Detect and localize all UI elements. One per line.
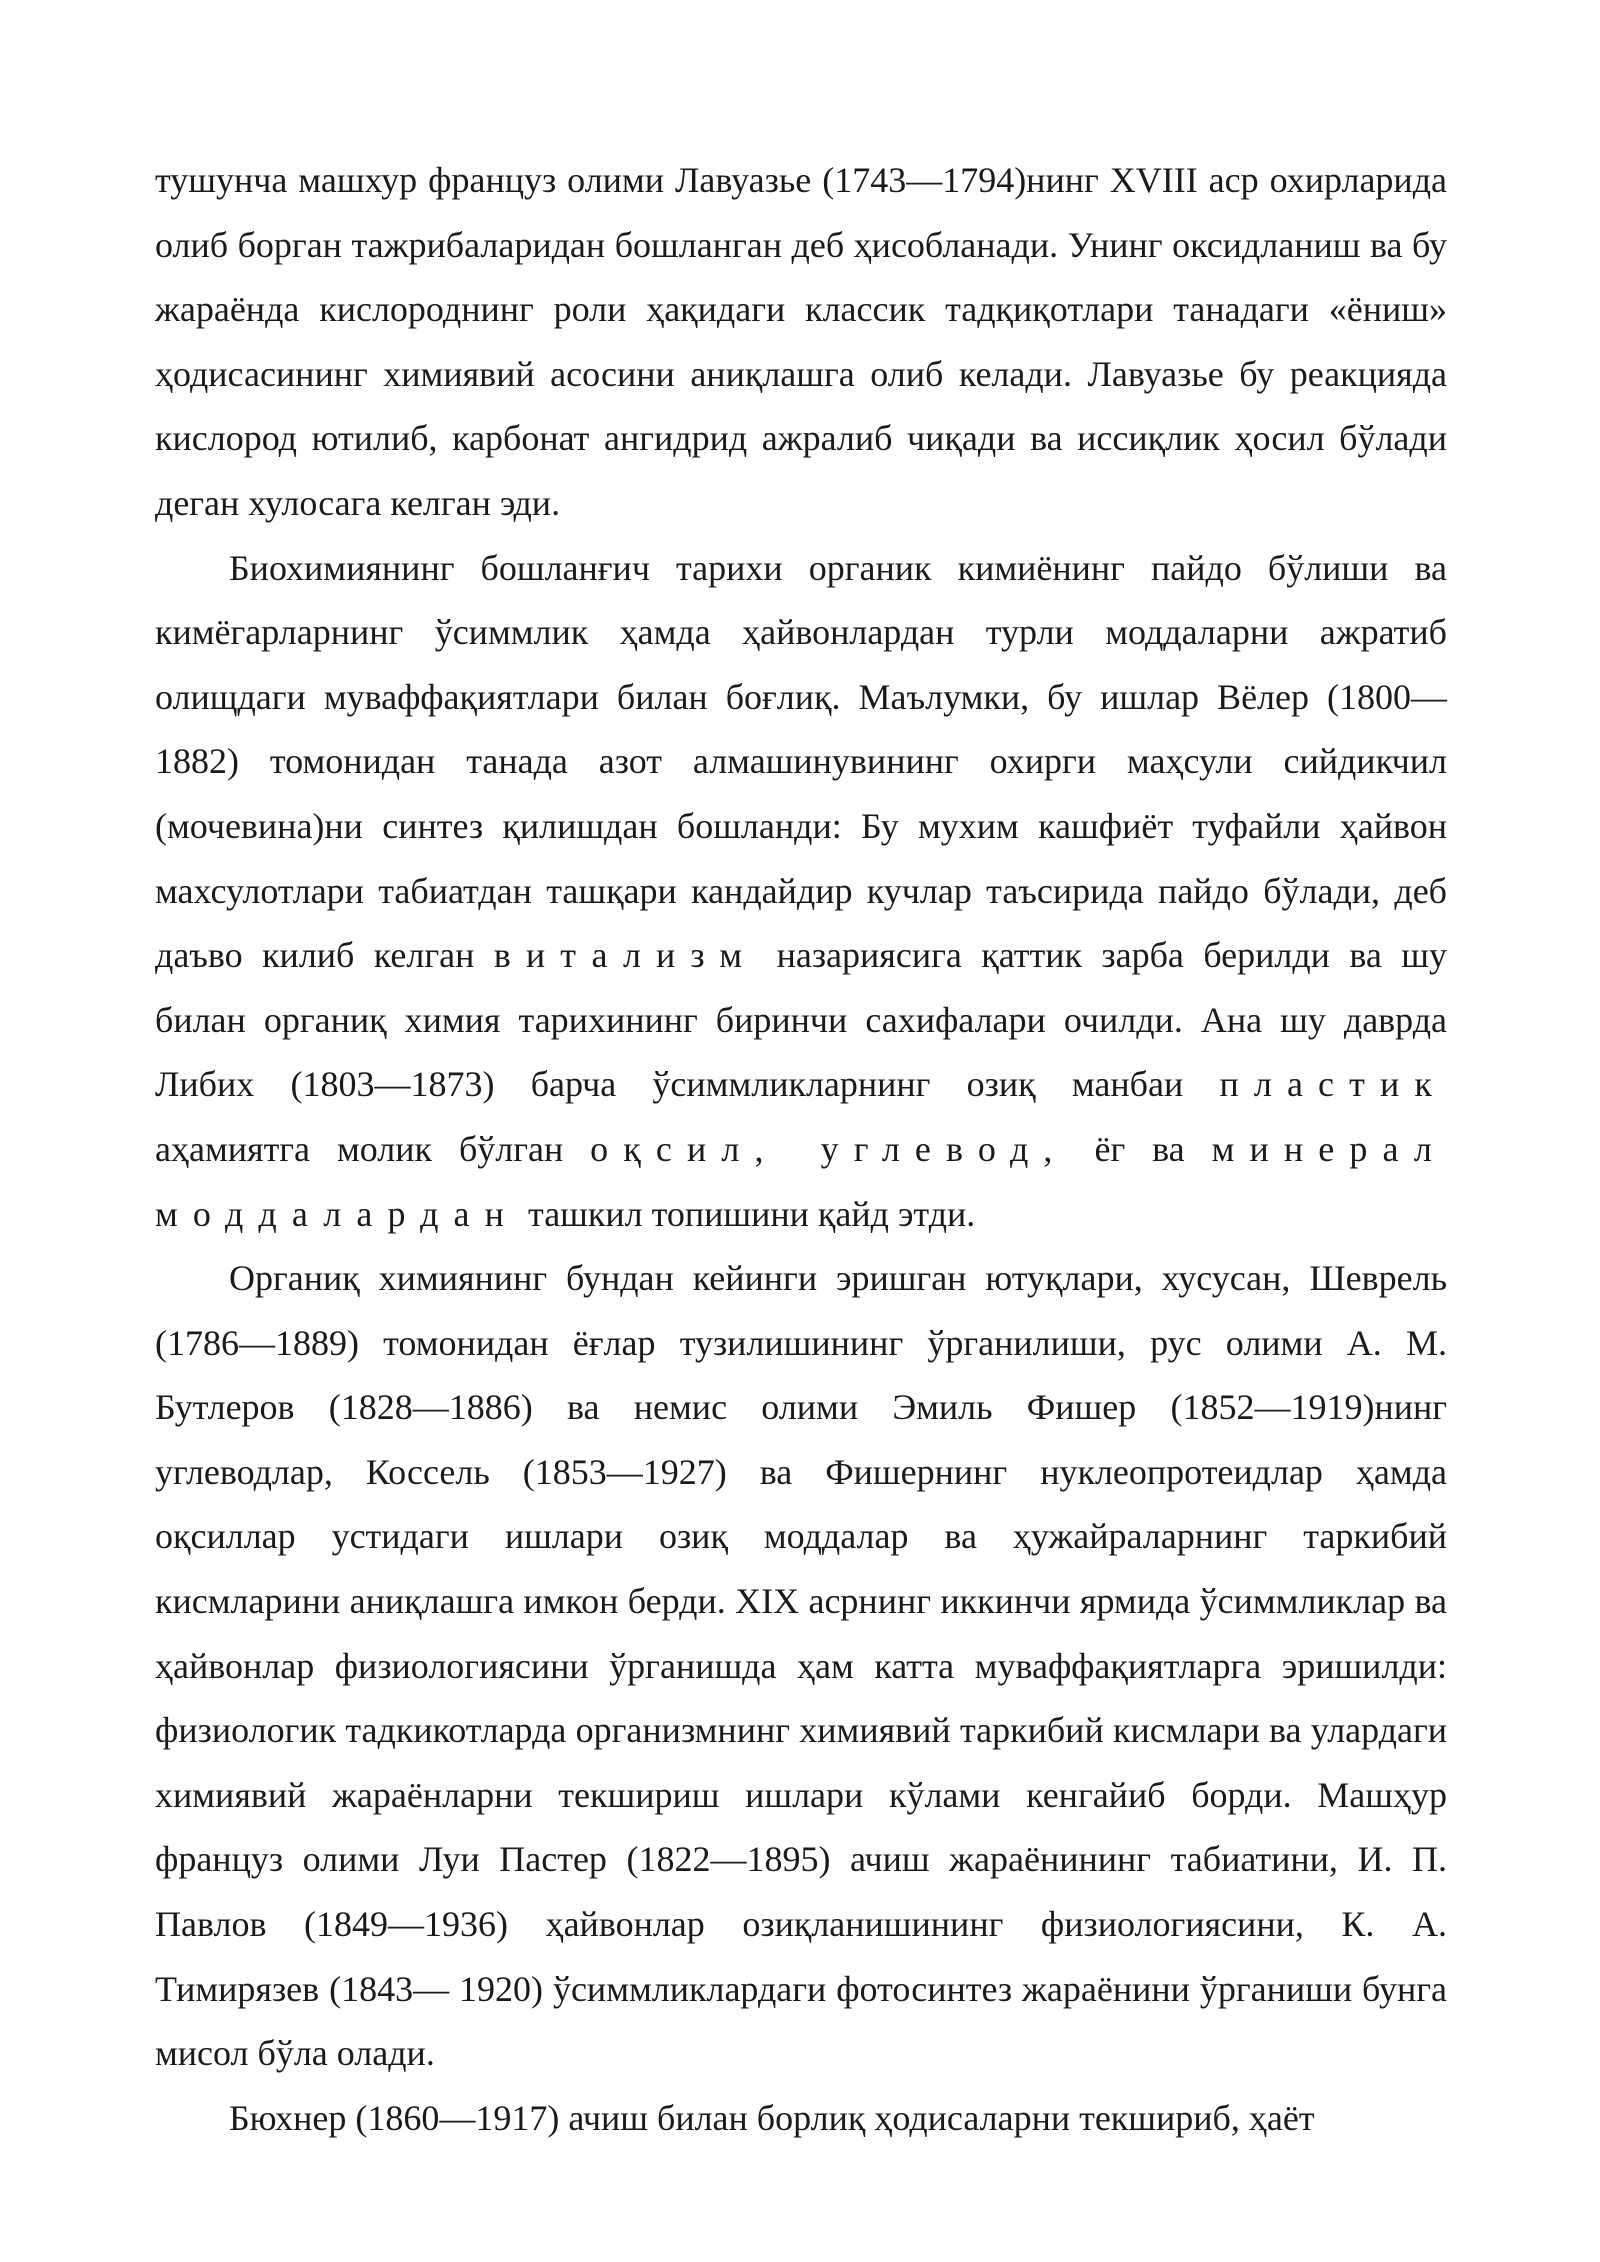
- body-text: [155, 148, 1447, 2150]
- text-run: ташкил топишини қайд этди.: [519, 1193, 976, 1234]
- spaced-term-plastic: пластик: [1219, 1064, 1447, 1105]
- text-run: ёг ва: [1067, 1128, 1212, 1169]
- paragraph-4: [155, 2086, 1447, 2151]
- text-run: Биохимиянинг бошланғич тарихи органик кимиёнинг пайдо бўлиши ва кимёгарларнинг ўсиммлик ҳамда ҳайвонлардан турли моддаларни ажратиб олищдаги муваффақиятлари билан боғлиқ. Маълумки, бу ишлар Вёлер (1800—1882) томонидан танада азот алмашинувининг охирги маҳсули сийдикчил (мочевина)ни синтез қилишдан бошланди: Бу мухим кашфиёт туфайли ҳайвон махсулотлари табиатдан ташқари кандайдир кучлар таъсирида пайдо бўлади, деб даъво килиб келган: [155, 547, 1447, 976]
- paragraph-1: [155, 148, 1447, 536]
- text-run: тушунча машхур француз олими Лавуазье (1743—1794)нинг XVIII аср охирларида олиб борган тажрибаларидан бошланган деб ҳисобланади. Унинг оксидланиш ва бу жараёнда кислороднинг роли ҳақидаги классик тадқиқотлари танадаги «ёниш» ҳодисасининг химиявий асосини аниқлашга олиб келади. Лавуазье бу реакцияда кислород ютилиб, карбонат ангидрид ажралиб чиқади ва иссиқлик ҳосил бўлади деган хулосага келган эди.: [155, 160, 1447, 523]
- spaced-term-minerals: минерал моддалардан: [155, 1128, 1447, 1234]
- paragraph-2: [155, 536, 1447, 1247]
- text-run: Бюхнер (1860—1917) ачиш билан борлиқ ҳодисаларни текшириб, ҳаёт: [229, 2097, 1315, 2138]
- paragraph-3: [155, 1246, 1447, 2086]
- text-run: Органиқ химиянинг бундан кейинги эришган ютуқлари, хусусан, Шеврель (1786—1889) томонидан ёғлар тузилишининг ўрганилиши, рус олими А. М. Бутлеров (1828—1886) ва немис олими Эмиль Фишер (1852—1919)нинг углеводлар, Коссель (1853—1927) ва Фишернинг нуклеопротеидлар ҳамда оқсиллар устидаги ишлари озиқ моддалар ва ҳужайраларнинг таркибий кисмларини аниқлашга имкон берди. XIX асрнинг иккинчи ярмида ўсиммликлар ва ҳайвонлар физиологиясини ўрганишда ҳам катта муваффақиятларга эришилди: физиологик тадкикотларда организмнинг химиявий таркибий кисмлари ва улардаги химиявий жараёнларни текшириш ишлари кўлами кенгайиб борди. Машҳур француз олими Луи Пастер (1822—1895) ачиш жараёнининг табиатини, И. П. Павлов (1849—1936) ҳайвонлар озиқланишининг физиологиясини, К. А. Тимирязев (1843— 1920) ўсиммликлардаги фотосинтез жараёнини ўрганиши бунга мисол бўла олади.: [155, 1258, 1447, 2074]
- text-run: аҳамиятга молик бўлган: [155, 1128, 591, 1169]
- spaced-term-vitalism: витализм: [493, 935, 758, 976]
- spaced-term-protein-carbohydrate: оқсил, углевод,: [590, 1128, 1068, 1169]
- text-run: назариясига қаттик зарба берилди ва шу билан органиқ химия тарихининг биринчи сахифалари очилди. Ана шу даврда Либих (1803—1873) барча ўсиммликларнинг озиқ манбаи: [155, 935, 1447, 1105]
